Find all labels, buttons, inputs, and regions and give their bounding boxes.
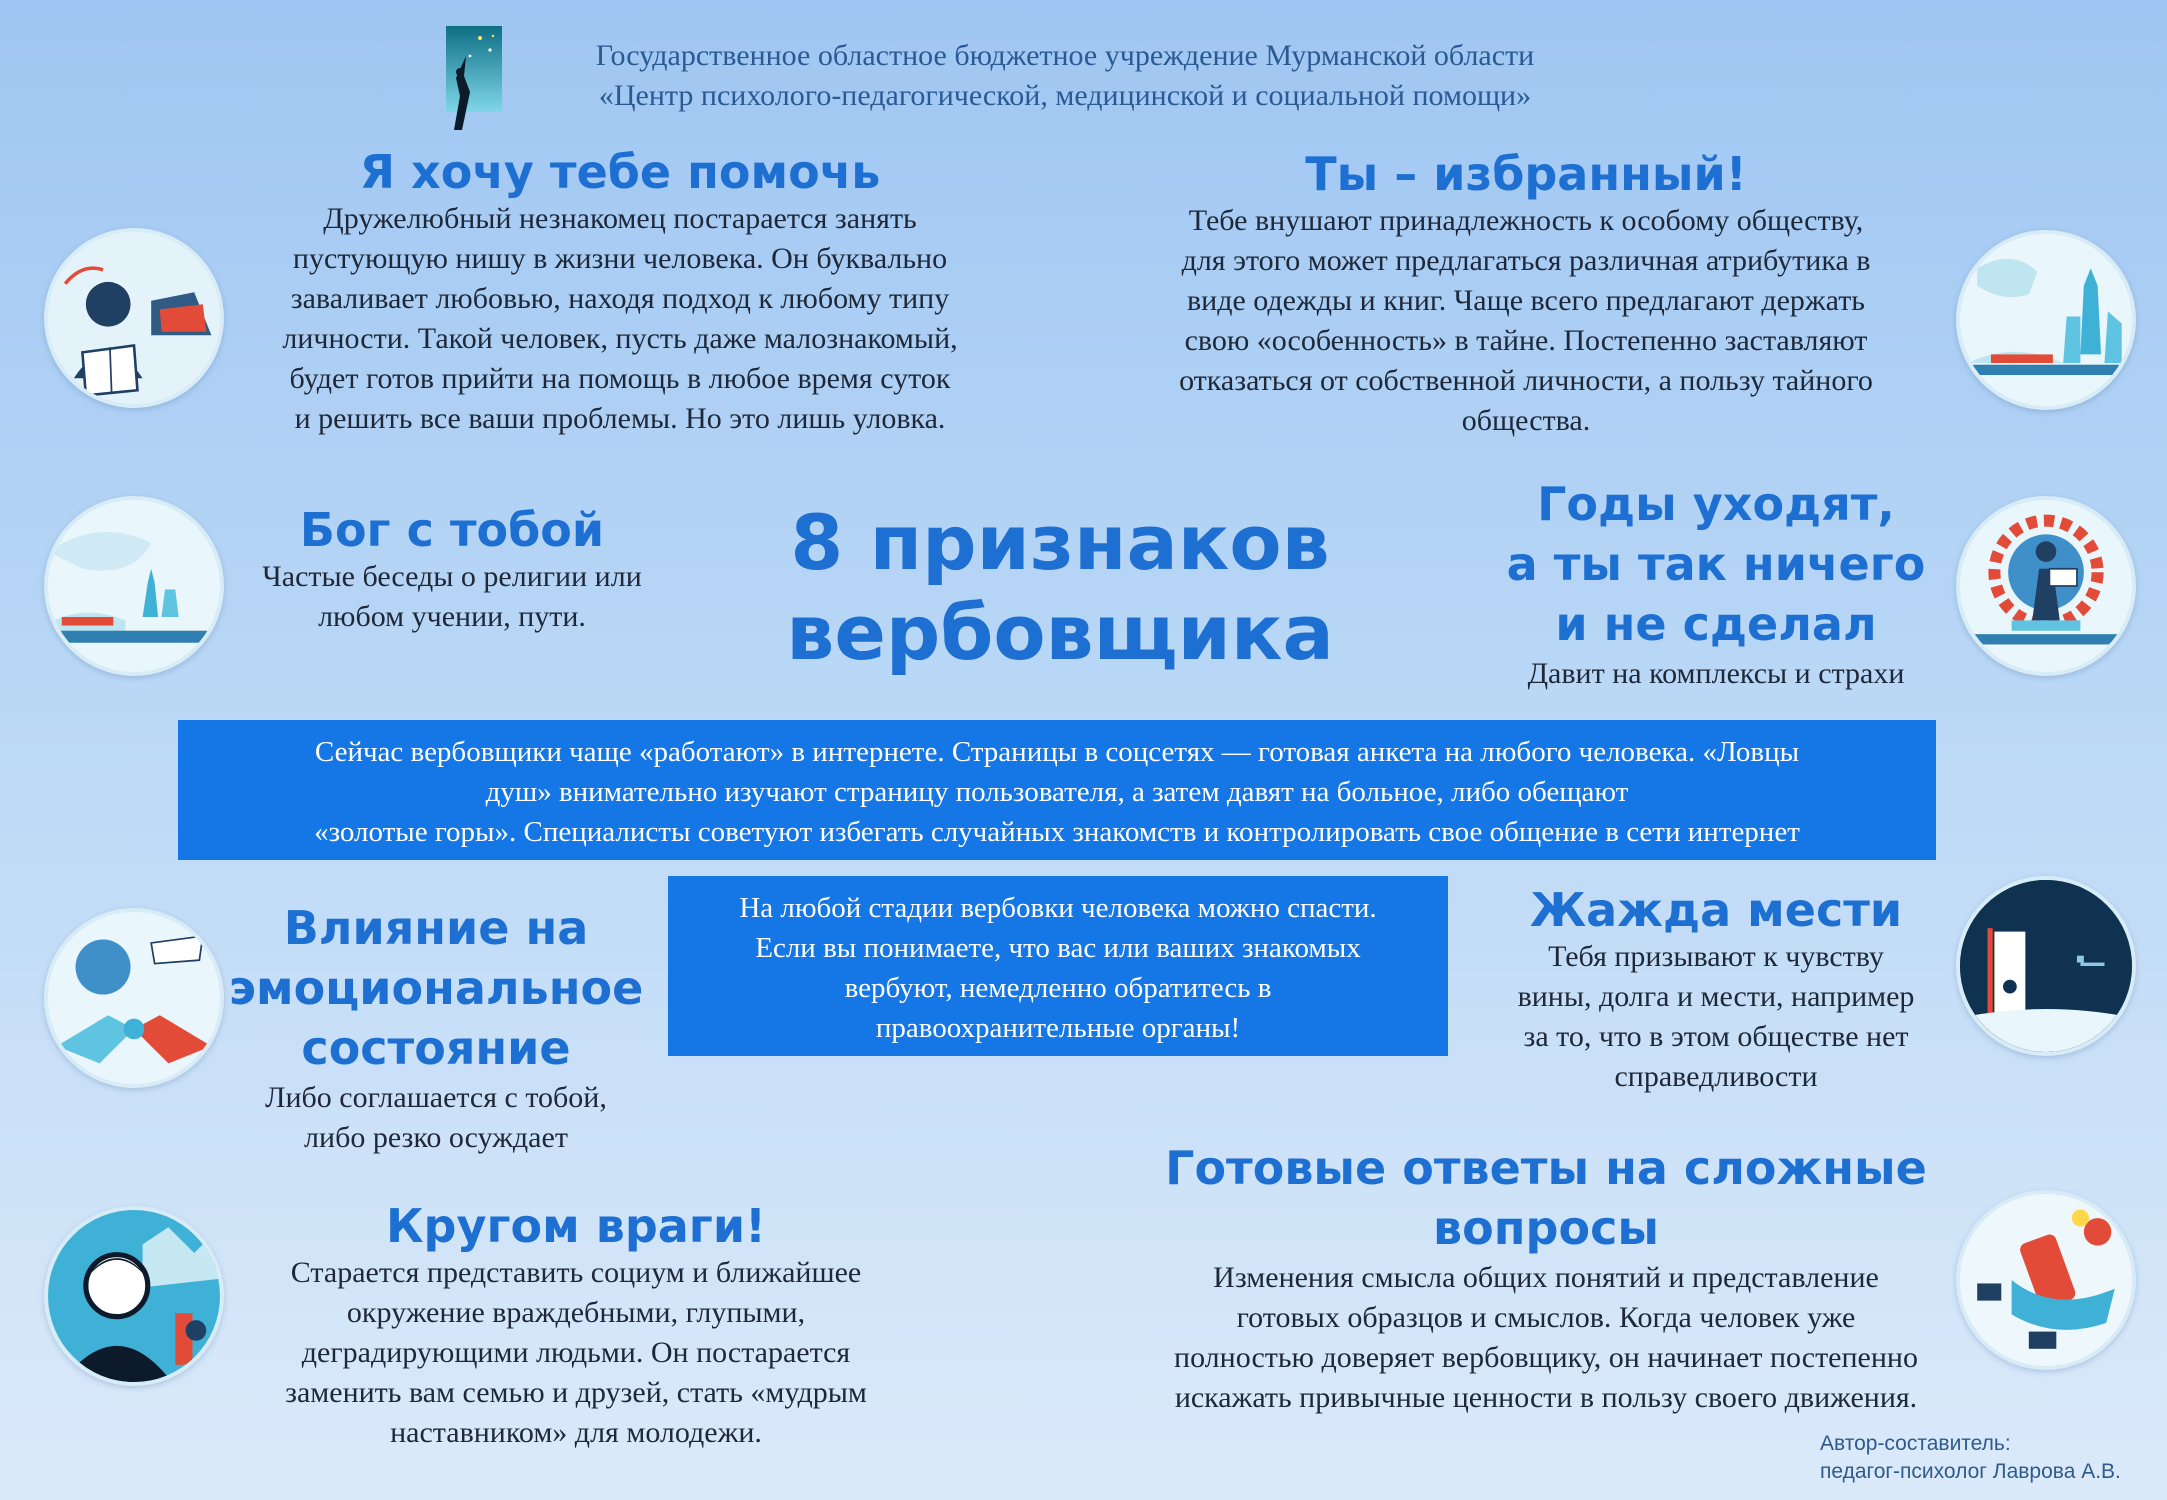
sign-help [230,146,1010,439]
title-line: вопросы [1433,1201,1659,1255]
text-line: наставником» для молодежи. [390,1416,762,1450]
text-line: Частые беседы о религии или [262,560,642,594]
sign-title [1126,1138,1966,1258]
text-line: Изменения смысла общих понятий и представление [1213,1261,1879,1294]
logo [440,26,502,130]
phone-chat-icon [1956,1190,2136,1370]
internet-warning-box [178,720,1936,860]
sign-text [226,1078,646,1158]
text-line: деградирующими людьми. Он постарается [301,1336,851,1370]
text-line: окружение враждебными, глупыми, [346,1296,806,1330]
page-title [740,498,1380,678]
sign-text [1476,937,1956,1097]
org-line-2: «Центр психолого-педагогической, медицинской и социальной помощи» [598,79,1532,112]
text-line: за то, что в этом обществе нет [1523,1020,1909,1054]
author-credit [1820,1430,2160,1486]
city-landmark-icon [1956,230,2136,410]
text-line: полностью доверяет вербовщику, он начинает постепенно [1174,1341,1918,1374]
sign-title: Бог с тобой [299,503,605,557]
sign-title: Ты – избранный! [1305,147,1747,201]
text-line: Дружелюбный незнакомец постарается занять [323,202,917,236]
sign-years [1456,474,1976,694]
text-line: справедливости [1614,1060,1818,1094]
text-line: Давит на комплексы и страхи [1527,657,1905,690]
text-line: Либо соглашается с тобой, [265,1081,607,1114]
text-line: Сейчас вербовщики чаще «работают» в интернете. Страницы в соцсетях — готовая анкета на любого человека. «Ловцы [314,736,1800,768]
text-line: правоохранительные органы! [875,1012,1241,1044]
text-line: Тебе внушают принадлежность к особому обществу, [1188,204,1864,238]
text-line: вербуют, немедленно обратитесь в [844,972,1272,1004]
text-line: любом учении, пути. [318,600,586,634]
church-landscape-icon [44,496,224,676]
title-line: Влияние на [283,901,589,955]
title-line-1: 8 признаков [790,498,1330,587]
text-line: общества. [1461,404,1591,438]
text-line: заменить вам семью и друзей, стать «мудрым [285,1376,867,1410]
sign-title [1456,474,1976,654]
sign-title [226,898,646,1078]
title-line: Готовые ответы на сложные [1165,1141,1927,1195]
text-line: виде одежды и книг. Чаще всего предлагают держать [1186,284,1865,318]
handshake-icon [44,908,224,1088]
sign-text [1456,654,1976,694]
text-line: пустующую нишу в жизни человека. Он буквально [292,242,948,276]
sign-text [230,199,1010,439]
text-line: «золотые горы». Специалисты советуют избегать случайных знакомств и контролировать свое общение в сети интернет [314,816,1800,848]
sign-text [1126,201,1926,441]
text-line: вины, долга и мести, например [1517,980,1915,1014]
rescue-box [668,876,1448,1056]
sign-ready-answers [1126,1138,1966,1418]
text-line: Старается представить социум и ближайшее [290,1256,862,1290]
title-line-2: вербовщика [786,588,1334,677]
text-line: готовых образцов и смыслов. Когда человек уже [1236,1301,1856,1334]
title-line: эмоциональное [228,961,644,1015]
title-line: а ты так ничего [1506,537,1926,591]
sign-enemies [236,1200,916,1453]
text-line: Если вы понимаете, что вас или ваших знакомых [755,932,1361,964]
author-name: педагог-психолог Лаврова А.В. [1820,1460,2121,1483]
sign-revenge [1476,884,1956,1097]
text-line: личности. Такой человек, пусть даже малознакомый, [282,322,958,356]
dark-room-door-icon [1956,876,2136,1056]
sign-text [232,557,672,637]
text-line: отказаться от собственной личности, а пользу тайного [1179,364,1873,398]
text-line: для этого может предлагаться различная атрибутика в [1181,244,1871,278]
title-line: и не сделал [1555,597,1877,651]
text-line: душ» внимательно изучают страницу пользователя, а затем давят на больное, либо обещают [485,776,1629,808]
title-line: Годы уходят, [1537,477,1895,531]
sign-emotions [226,898,646,1158]
text-line: свою «особенность» в тайне. Постепенно заставляют [1184,324,1868,358]
org-line-1: Государственное областное бюджетное учреждение Мурманской области [595,39,1535,72]
text-line: заваливает любовью, находя подход к любому типу [290,282,950,316]
text-line: На любой стадии вербовки человека можно спасти. [739,892,1377,924]
monument-gear-icon [1956,496,2136,676]
sign-title: Жажда мести [1529,883,1903,937]
sign-chosen [1126,148,1926,441]
author-label: Автор-составитель: [1820,1432,2011,1455]
sign-title: Кругом враги! [385,1199,767,1253]
sign-god [232,504,672,637]
org-header [500,36,1630,116]
sign-text [236,1253,916,1453]
sign-text [1126,1258,1966,1418]
title-line: состояние [301,1021,571,1075]
star-reaching-person-icon [440,26,502,130]
man-with-book-icon [44,228,224,408]
sign-title: Я хочу тебе помочь [359,145,881,199]
text-line: и решить все ваши проблемы. Но это лишь уловка. [294,402,946,436]
person-silhouette-icon [44,1206,224,1386]
text-line: будет готов прийти на помощь в любое время суток [289,362,951,396]
text-line: Тебя призывают к чувству [1548,940,1884,974]
text-line: либо резко осуждает [304,1121,568,1154]
text-line: искажать привычные ценности в пользу своего движения. [1174,1381,1918,1414]
